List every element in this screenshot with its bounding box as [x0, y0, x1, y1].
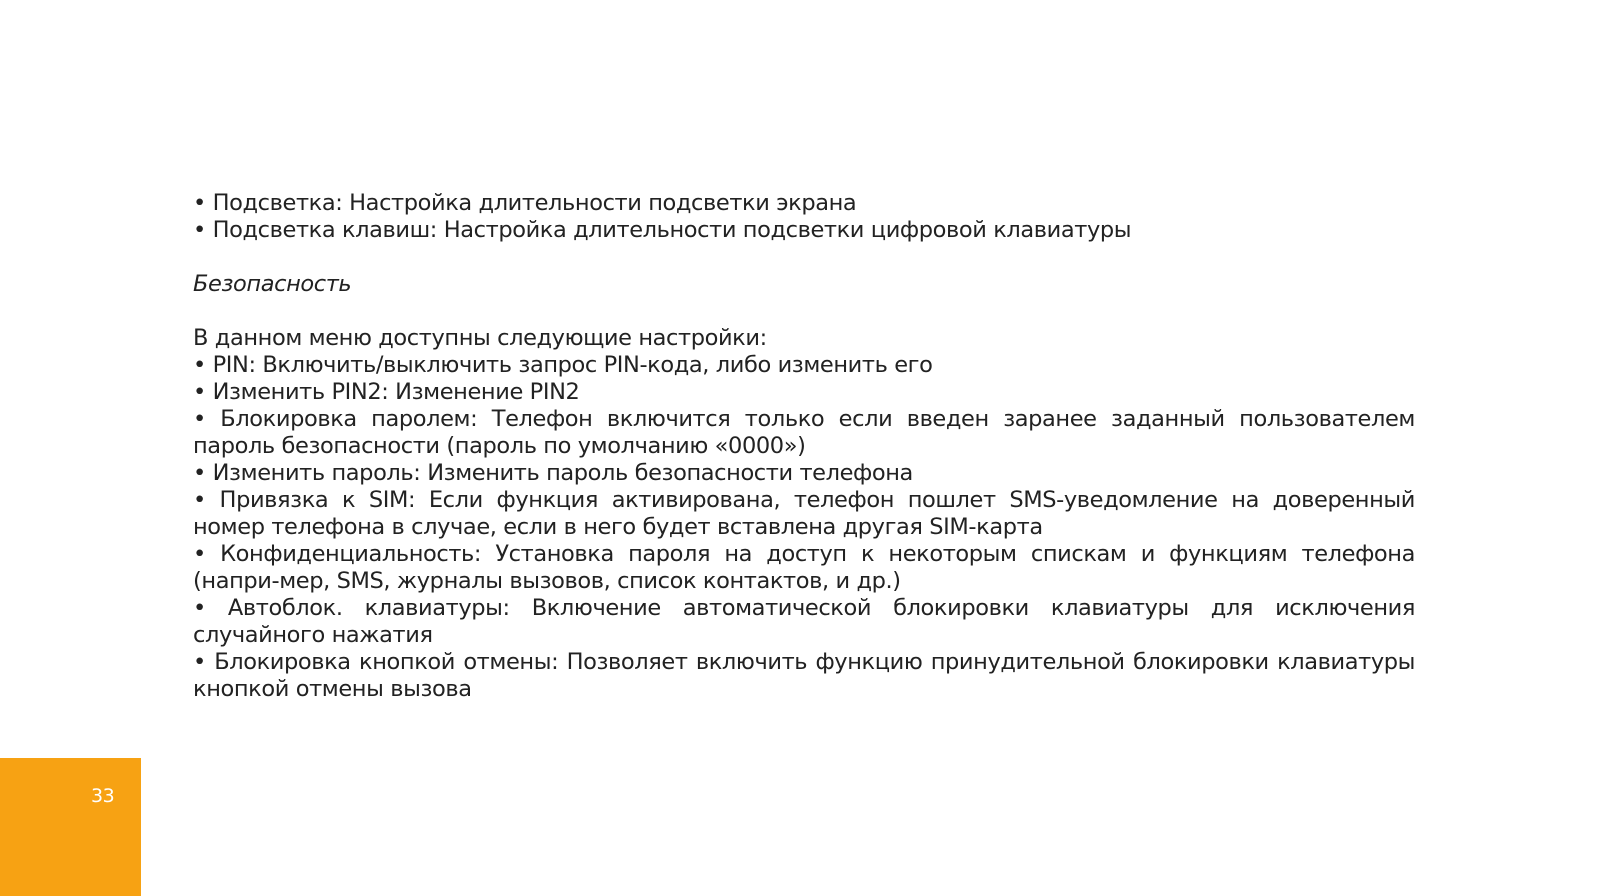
section-intro: В данном меню доступны следующие настройки: [193, 325, 767, 351]
list-item-privacy: • Конфиденциальность: Установка пароля на доступ к некоторым спискам и функциям телефона (напри-мер, SMS, журналы вызовов, список контактов, и др.) [193, 541, 1415, 594]
list-item-pin: • PIN: Включить/выключить запрос PIN-кода, либо изменить его [193, 352, 933, 378]
section-title-security: Безопасность [193, 271, 352, 297]
list-item-password-lock: • Блокировка паролем: Телефон включится только если введен заранее заданный пользователем пароль безопасности (пароль по умолчанию «0000») [193, 406, 1415, 459]
list-item-change-pin2: • Изменить PIN2: Изменение PIN2 [193, 379, 580, 405]
manual-page-body [193, 190, 1415, 703]
list-item-cancel-key-lock: • Блокировка кнопкой отмены: Позволяет включить функцию принудительной блокировки клавиатуры кнопкой отмены вызова [193, 649, 1415, 702]
list-item-backlight: • Подсветка: Настройка длительности подсветки экрана [193, 190, 857, 216]
list-item-auto-keylock: • Автоблок. клавиатуры: Включение автоматической блокировки клавиатуры для исключения случайного нажатия [193, 595, 1415, 648]
page-corner-tab [0, 758, 141, 896]
page-number: 33 [91, 785, 115, 807]
list-item-key-backlight: • Подсветка клавиш: Настройка длительности подсветки цифровой клавиатуры [193, 217, 1132, 243]
list-item-sim-binding: • Привязка к SIM: Если функция активирована, телефон пошлет SMS-уведомление на доверенный номер телефона в случае, если в него будет вставлена другая SIM-карта [193, 487, 1415, 540]
list-item-change-password: • Изменить пароль: Изменить пароль безопасности телефона [193, 460, 913, 486]
